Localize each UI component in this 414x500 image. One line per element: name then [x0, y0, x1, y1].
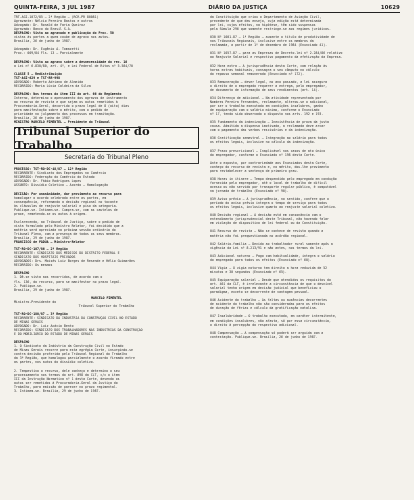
secretaria-title-box [14, 151, 199, 164]
secretaria-title: Secretaria do Tribunal Pleno [64, 154, 149, 162]
text-line: 034 Diferença de adicional — Na atividade representada por [210, 95, 322, 100]
text-line: art. 461 da CLT, é irrelevante a circunstância de que o desnível [210, 282, 333, 287]
text-line: precedente de que deu ensejo, cuja edição está determinada [210, 19, 322, 24]
text-line: Tribunal Pleno, com a presença de todos os seus membros. [14, 232, 122, 237]
left-mid-block [14, 167, 199, 244]
text-line: pela Súmula 296 que somente restringe-se aos regimes jurídicos. [210, 27, 331, 32]
header-page-number: 10629 [380, 4, 400, 11]
right-column [210, 15, 400, 497]
text-line: 043 Adicional noturno — Pago com habitualidade, integra o salário [210, 253, 335, 258]
text-line: E DO MOBILIÁRIO DO ESTADO DE MINAS GERAIS [14, 332, 93, 337]
text-line: DESPACHO: Vista ao agravo sobre a desnecessidade do rec. 10 [14, 59, 128, 64]
text-line: 033 Remuneração — dever legal, no ano passado, a lei assegura [210, 79, 328, 84]
right-body-block [210, 15, 400, 339]
text-line: RECORRENTE: Sindicato dos Empregados no Comércio [14, 171, 107, 176]
text-line: o direito à percepção do respectivo adicional. [210, 322, 299, 327]
text-line: 045 Equiparação salarial — Desde que atendidos os requisitos do [210, 278, 331, 283]
text-line: consequência, reformando a decisão regional no tocante [14, 199, 118, 204]
text-line: fls. 136, do recurso, para se manifestar no prazo legal. [14, 279, 122, 284]
text-line: Advogado: Dr. Eugênio A. Tomazetti [14, 47, 80, 52]
header-rule [14, 12, 400, 13]
text-line: os efeitos legais, inclusive quanto ao reajuste salarial coletivo. [210, 205, 337, 210]
text-line: salarial tenha origem em decisão judicial que beneficiou o [210, 286, 322, 291]
text-line: DESPACHO [14, 340, 30, 345]
text-line: DECISÃO: Por unanimidade, dar provimento ao recurso para [14, 191, 122, 196]
tribunal-title-box [14, 124, 199, 153]
text-line: da Constituição que criou o Departamento de Aviação Civil, [210, 15, 322, 19]
tribunal-title: Tribunal Superior do Trabalho [15, 124, 150, 153]
text-line: contra decisão proferida pelo Tribunal Regional do Trabalho [14, 352, 128, 357]
text-line: MARCELO PIMENTEL [91, 295, 122, 300]
text-line: Advogado: Dr. Ronald de Faria Queiroz [14, 23, 86, 28]
text-line: 030 Nº 1001-87 — 1ª Região — ausente o título de produtividade de [210, 35, 335, 40]
text-line: Nombres Pereira Fernandes, reclamante, alterou-se o adicional, [210, 99, 329, 104]
text-line: TRT-AGI-1072/85 — 2ª Região — (RCR-PR 80081) [14, 15, 99, 19]
text-line: DESPACHO: Nos termos do item III do art. 66 do Regimento [14, 91, 122, 96]
text-line: por lei, cujos efeitos, na hipótese, têm sido suspensos [210, 23, 316, 28]
text-line: de acidente do trabalho não são consideradas para os efeitos [210, 302, 326, 307]
text-line: RECORRIDO: SINDICATO DOS TRABALHADORES NAS INDÚSTRIAS DA CONSTRUÇÃO [14, 328, 143, 333]
text-line: 1. O Sindicato da Indústria da Construção Civil no Estado [14, 344, 124, 349]
text-line: matéria será apreciada na próxima sessão ordinária do [14, 227, 116, 232]
text-line: matéria não foi prequestionada no acórdão regional. [210, 233, 308, 238]
left-top-block [14, 15, 199, 124]
text-line: RECORRIDO: Maria Lúcia Caldeira da Silva [14, 83, 91, 88]
text-line: MINISTRO MARCELO PIMENTEL — Presidente do Tribunal [14, 120, 110, 125]
text-line: 3. Intimem-se. Brasília, 29 de junho de 1987. [14, 388, 101, 393]
text-line: 046 Acidente do trabalho — As faltas ou ausências decorrentes [210, 298, 328, 303]
text-line: 041 Recurso de revista — Não se conhece de revista quando a [210, 229, 324, 234]
text-line: Ante o exposto, por contrariedade aos Enunciados desta Corte, [210, 160, 328, 165]
text-line: vista formulado pelo Ministro Relator, foi decidido que a [14, 223, 124, 228]
text-line: por ser o trabalho executado em condições insalubres, ganho [210, 104, 324, 109]
text-line: às cláusulas de reajuste salarial e piso da categoria. [14, 203, 118, 208]
text-line: de Minas Gerais recorre para esta egrégia Corte, insurgindo-se [14, 348, 133, 353]
text-line: Esclarecendo, ao Tribunal de Justiça, sobre o pedido de [14, 219, 120, 224]
text-line: DESPACHO: Vista ao agravado e publicação do Proc. 50 [14, 31, 114, 36]
text-line: 038 Horas in itinere — Tempo despendido pelo empregado em condução [210, 176, 337, 181]
text-line: PROCESSO: TST-RO-DC-48/87 — 12ª Região [14, 167, 87, 172]
text-line: 039 Aviso prévio — A jurisprudência, no sentido, confere que o [210, 197, 329, 202]
text-line: em violação de dispositivo de lei federal ou da Constituição. [210, 221, 328, 226]
text-line: nos Tribunais Regionais, inclusive entre os membros da [210, 39, 314, 44]
text-line: do empregador, conforme o Enunciado nº 198 desta Corte. [210, 152, 316, 157]
text-line: 031 Nº 1057-87 — para as Empresas de Decreto-lei nº 2.284/86 relativo [210, 51, 343, 56]
text-line: horas extras habituais, consagra o seu cômputo no cálculo [210, 67, 320, 72]
text-line: Procuradoria-Geral, decorrido o prazo legal de 8 (oito) dias [14, 104, 130, 109]
left-column [14, 15, 199, 497]
text-line: ASSUNTO: Dissídio Coletivo — Acordo — Homologação [14, 183, 109, 188]
text-line: TST-AGI-629 e TST-RR-998 [14, 75, 61, 80]
page-header [14, 3, 400, 12]
text-line: de equiparação com o salário mínimo, conforme o Enunciado [210, 108, 320, 113]
text-line: para manifestação sobre o mérito, com o pedido de [14, 108, 109, 113]
text-line: 1. Dê-se vista aos recorridos, de acordo com o [14, 275, 103, 280]
text-line: da 3ª Região, que homologou parcialmente o acordo firmado entre [14, 356, 135, 361]
text-line: Brasília, 29 de junho de 1987. [14, 236, 72, 241]
text-line: o direito de o empregado requerer a entrega, pelo empregador, [210, 83, 328, 88]
text-line: Tribunal Superior do Trabalho [78, 303, 135, 308]
text-line: do repouso semanal remunerado (Enunciado nº 172). [210, 71, 305, 76]
text-line: 2. Publique-se. [14, 283, 43, 288]
text-line: vigência da Lei nº 8.213/91 e não antes, nos termos da lei. [210, 245, 324, 250]
text-line: vistas às partes a quem coube de agravo nos autos. [14, 35, 110, 40]
text-line: causa. Admitida a dispensa imotivada, a reclamada deve arcar [210, 124, 326, 129]
text-line: do empregado para todos os efeitos (Enunciado nº 60). [210, 257, 312, 262]
header-publication: DIÁRIO DA JUSTIÇA [208, 4, 268, 11]
text-line: 032 Hora extra — A jurisprudência desta Corte, com relação às [210, 63, 328, 68]
text-line: processamento nos termos do art. 898 da CLT, c/c o item [14, 372, 120, 377]
text-line: período do aviso prévio integra o tempo de serviço para todos [210, 201, 328, 206]
text-line: de documento de informação de seus rendimentos (art. 14). [210, 87, 320, 92]
text-line: contestação. Publique-se. Brasília, 26 de junho de 1987. [210, 334, 318, 339]
text-line: ao recurso de revista e que sejam os autos remetidos à [14, 99, 118, 104]
text-line: 035 Fundamento da indenização — Inexistência de prova da justa [210, 120, 329, 125]
text-line: Interno, determino o apensamento dos agravos de instrumento [14, 95, 128, 100]
text-line: paradigma, exceto se decorrente de vantagem pessoal. [210, 290, 310, 295]
text-line: Brasília, 29 de junho de 1987. [14, 287, 72, 292]
text-line: entendimento jurisprudencial deste Tribunal, não havendo falar [210, 217, 329, 222]
text-line: homologar o acordo celebrado entre as partes, em [14, 195, 107, 200]
text-line: praxe, remetendo-se os autos à origem. [14, 211, 87, 216]
text-line: 048 Compensação — A compensação só poderá ser arguida com a [210, 330, 324, 335]
text-line: DE MINAS GERAIS [14, 320, 43, 324]
text-line: Ministro-Presidente do [14, 299, 57, 304]
text-line: fornecida pelo empregador, até o local de trabalho de difícil [210, 180, 328, 185]
text-line: TST-RO-DC-107/86 — 2ª Região [14, 247, 68, 252]
text-line: as partes, nos autos do dissídio coletivo. [14, 360, 95, 365]
text-line: III da Instrução Normativa nº 1 desta Corte, devendo os [14, 376, 120, 381]
left-low-block [14, 247, 199, 393]
text-line: acesso ou não servido por transporte regular público, é computável [210, 184, 337, 189]
text-line: Agravante: Nélcio Pereira Bastos e outros [14, 19, 93, 24]
text-line: TST-RO-DC-180/87 — 3ª Região [14, 311, 68, 316]
text-line: RECORRIDO: Os mesmos [14, 263, 53, 268]
text-line: RECORRENTE: SINDICATO DOS MÉDICOS DO DISTRITO FEDERAL E [14, 251, 120, 256]
header-date: QUINTA-FEIRA, 3 JUL 1987 [14, 4, 96, 11]
text-line: 047 Insalubridade — O trabalho executado, em caráter intermitente, [210, 314, 337, 319]
text-line: FRANCISCO de PÁDUA — Ministro-Relator [14, 240, 86, 245]
text-line: Brasília, 26 de junho de 1987. [14, 116, 72, 121]
text-line: Trabalho, para emissão de parecer no prazo regimental. [14, 384, 118, 389]
text-line: conheço do recurso de revista e, no mérito, dou-lhe provimento [210, 164, 329, 169]
text-line: ADVOGADOS: Drs. Moisés Luiz Borges de Resende e Hélio Guimarães [14, 259, 135, 264]
text-line: autos ser remetidos à Procuradoria-Geral da Justiça do [14, 380, 118, 385]
text-line: 037 Prazo prescricional — Inaplicável nos casos de ato único [210, 148, 326, 153]
text-line: Proc.: 009/84 Fls. 13 — Parcialmente [14, 51, 84, 56]
text-line: 044 Vigia — O vigia noturno tem direito a hora reduzida de 52 [210, 265, 328, 270]
text-line: RECORRENTE: SINDICATO DA INDÚSTRIA DA CONSTRUÇÃO CIVIL NO ESTADO [14, 315, 137, 320]
text-line: em condições insalubres, não afasta, só por essa circunstância, [210, 318, 331, 323]
text-line: na jornada de trabalho (Enunciado nº 90). [210, 189, 289, 194]
text-line: reclamada, a partir de 1º de dezembro de 1984 (Enunciado 41). [210, 43, 328, 48]
text-line: ADVOGADO: Dr. Fábio Rodrigues Lopes [14, 179, 82, 184]
text-line: Agravado: Banco do Brasil S.A. [14, 27, 72, 32]
text-line: a Lei nº 6.830/80, art. 4º, e Lei Federal de Ritos nº 5.584/70 [14, 63, 133, 68]
text-line: 040 Decisão regional — A decisão está em consonância com o [210, 213, 322, 218]
text-line: com o pagamento das verbas rescisórias e da indenização. [210, 128, 318, 133]
text-line: prioridade no julgamento dos processos em tramitação. [14, 112, 116, 117]
text-line: DESPACHO [14, 271, 30, 276]
text-line: SINDICATO DOS HOSPITAIS PRIVADOS [14, 255, 76, 260]
text-line: ADVOGADO: Roberto Adriano de Almeida [14, 79, 84, 84]
text-line: CLASSE 5 — Redistribuição [14, 71, 62, 76]
text-line: RECORRIDO: Federação do Comércio do Estado [14, 175, 95, 180]
text-line: Publique-se. Intimem-se. Cumpra-se, com as cautelas de [14, 207, 118, 212]
text-line: ao Reajuste Salarial e respectivo pagamento da efetivação da Empresa. [210, 55, 343, 60]
text-line: nº 17, tendo sido observado o disposto nos arts. 192 e 193. [210, 112, 324, 117]
text-line: os efeitos legais, inclusive no cálculo da indenização. [210, 140, 316, 145]
text-line: Brasília, 26 de junho de 1987. [14, 39, 72, 44]
text-line: para restabelecer a sentença de primeiro grau. [210, 168, 299, 173]
text-line: de duração de férias e cálculo da gratificação natalina. [210, 306, 318, 311]
text-line: 036 Gratificação semestral — Integração ao salário para todos [210, 136, 328, 141]
text-line: 042 Salário-família — Devido ao trabalhador rural somente após a [210, 241, 333, 246]
text-line: 2. Tempestivo o recurso, dele conheço e determino o seu [14, 368, 120, 373]
text-line: ADVOGADO: Dr. Luiz Acácio Bento [14, 324, 74, 329]
text-line: minutos e 30 segundos (Enunciado nº 65). [210, 269, 287, 274]
